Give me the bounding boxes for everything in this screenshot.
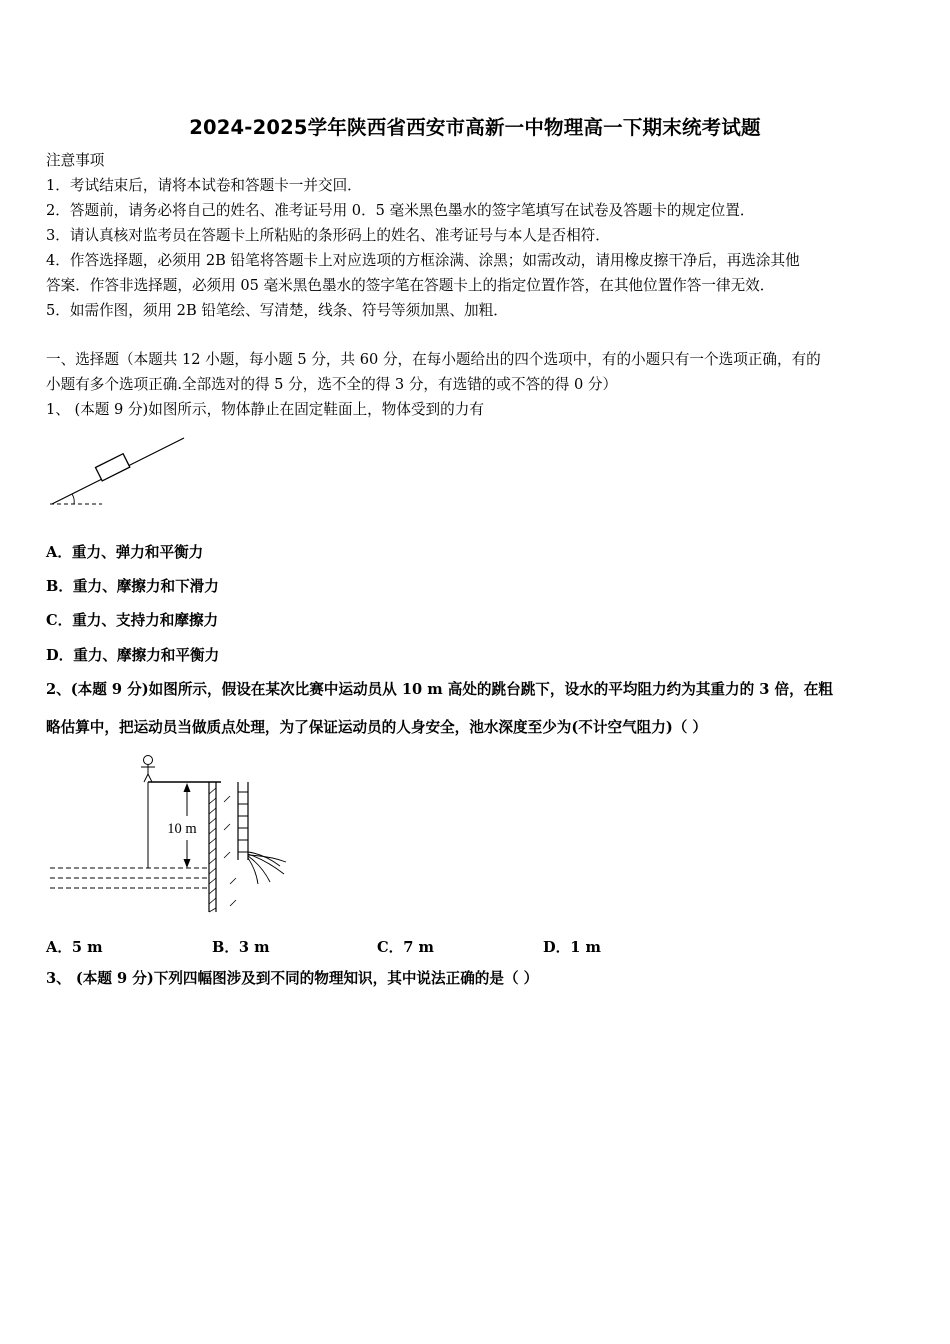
q2-option-a: A．5 m <box>46 939 103 956</box>
notice-heading: 注意事项 <box>46 152 105 169</box>
q1-incline-figure <box>44 430 194 512</box>
notice-item-4: 4．作答选择题，必须用 2B 铅笔将答题卡上对应选项的方框涂满、涂黑；如需改动，请用橡皮擦干净后，再选涂其他 <box>46 252 800 269</box>
q2-option-c: C．7 m <box>377 939 434 956</box>
exam-title: 2024-2025学年陕西省西安市高新一中物理高一下期末统考试题 <box>189 116 761 139</box>
notice-item-3: 3．请认真核对监考员在答题卡上所粘贴的条形码上的姓名、准考证号与本人是否相符． <box>46 227 610 244</box>
q2-option-b: B．3 m <box>212 939 270 956</box>
section-instructions: 一、选择题（本题共 12 小题，每小题 5 分，共 60 分，在每小题给出的四个选项中，有的小题只有一个选项正确，有的 <box>46 351 821 368</box>
diver-head <box>144 756 153 765</box>
q2-options <box>46 936 916 956</box>
q1-option-b: B．重力、摩擦力和下滑力 <box>46 578 219 595</box>
notice-item-5: 5．如需作图，须用 2B 铅笔绘、写清楚，线条、符号等须加黑、加粗． <box>46 302 508 319</box>
q3-stem: 3、 (本题 9 分)下列四幅图涉及到不同的物理知识，其中说法正确的是（ ） <box>46 970 539 987</box>
q1-stem: 1、 (本题 9 分)如图所示，物体静止在固定鞋面上，物体受到的力有 <box>46 401 484 418</box>
height-label: 10 m <box>167 821 197 837</box>
q2-stem: 2、(本题 9 分)如图所示，假设在某次比赛中运动员从 10 m 高处的跳台跳下，设水的平均阻力约为其重力的 3 倍，在粗 <box>46 681 833 698</box>
notice-item-1: 1．考试结束后，请将本试卷和答题卡一并交回． <box>46 177 362 194</box>
notice-item-2: 2．答题前，请务必将自己的姓名、准考证号用 0．5 毫米黑色墨水的签字笔填写在试卷及答题卡的规定位置． <box>46 202 755 219</box>
notice-item-4-cont: 答案．作答非选择题，必须用 05 毫米黑色墨水的签字笔在答题卡上的指定位置作答，在其他位置作答一律无效． <box>46 277 775 294</box>
q1-option-a: A．重力、弹力和平衡力 <box>46 544 204 561</box>
q2-option-d: D．1 m <box>543 939 601 956</box>
section-instructions-cont: 小题有多个选项正确.全部选对的得 5 分，选不全的得 3 分，有选错的或不答的得 0 分） <box>46 376 618 393</box>
q1-option-d: D．重力、摩擦力和平衡力 <box>46 647 220 664</box>
q2-diving-figure <box>44 752 294 917</box>
q2-stem-cont: 略估算中，把运动员当做质点处理，为了保证运动员的人身安全，池水深度至少为(不计空气阻力)（ ） <box>46 719 708 736</box>
q1-option-c: C．重力、支持力和摩擦力 <box>46 612 219 629</box>
